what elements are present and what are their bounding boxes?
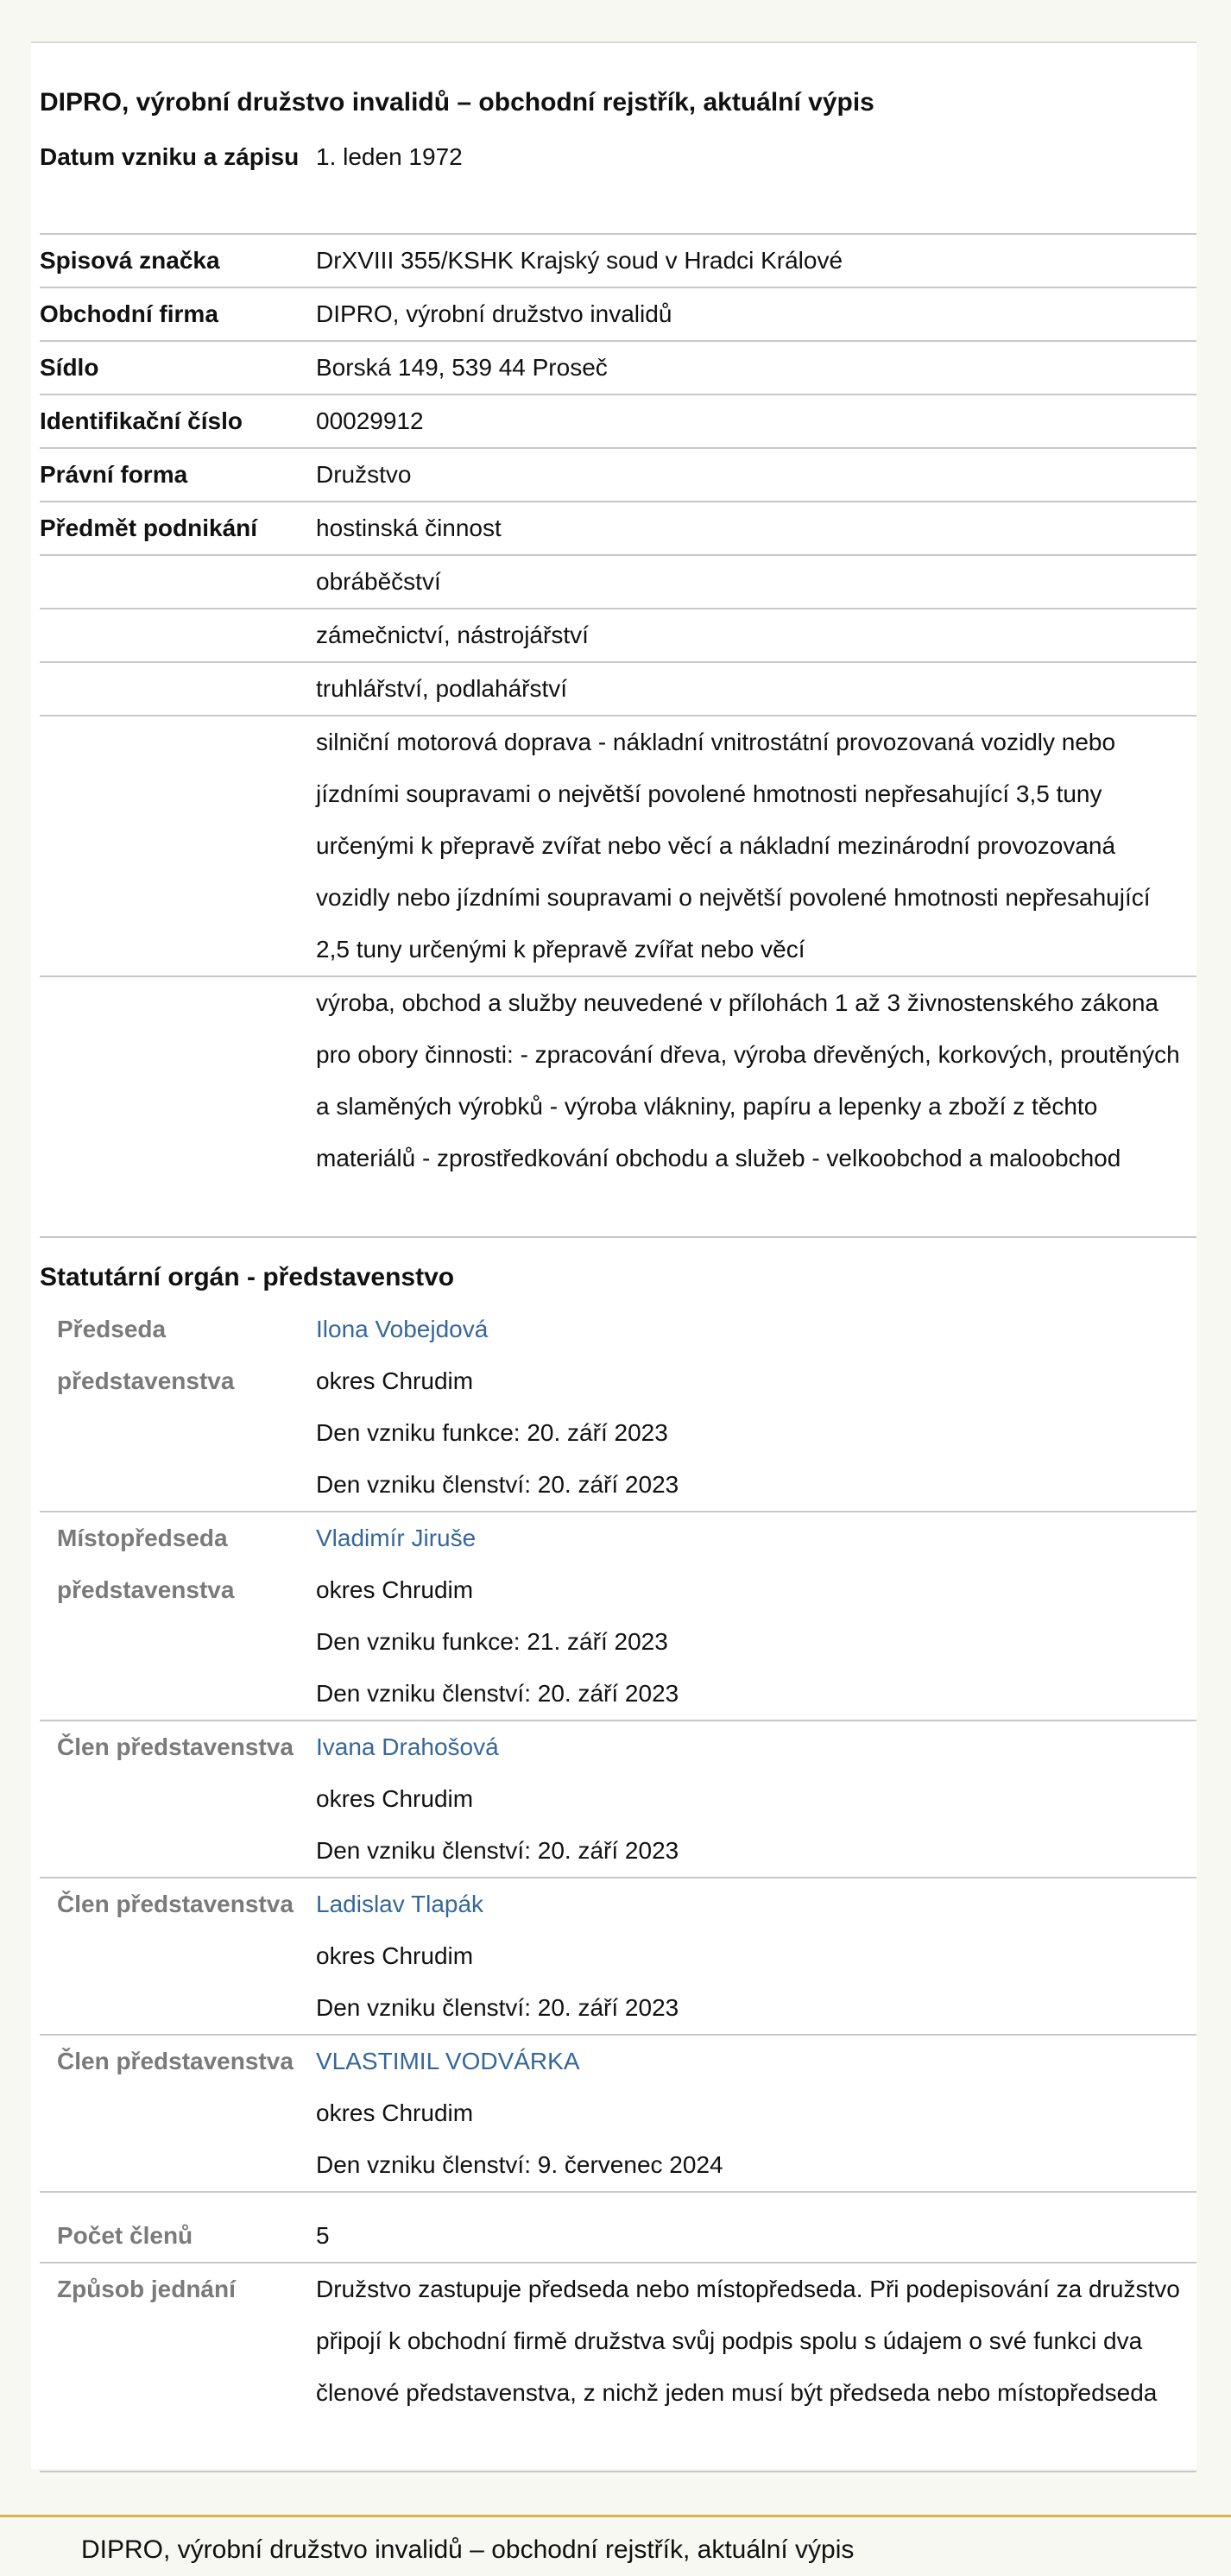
manner-of-acting-row xyxy=(40,2263,1196,2472)
row-label: Právní forma xyxy=(40,461,188,488)
member-role: Člen představenstva xyxy=(57,2048,294,2074)
member-district: okres Chrudim xyxy=(316,1576,474,1603)
member-name-link[interactable]: Ilona Vobejdová xyxy=(316,1316,489,1342)
row-business-activity xyxy=(40,556,1196,609)
row-label: Předmět podnikání xyxy=(40,515,258,541)
member-membership-date: Den vzniku členství: 20. září 2023 xyxy=(316,1680,679,1707)
member-role: Člen představenstva xyxy=(57,1733,294,1760)
member-row xyxy=(40,1878,1196,2036)
row-business-activity xyxy=(40,663,1196,717)
row-value: 00029912 xyxy=(316,407,424,434)
member-district: okres Chrudim xyxy=(316,2099,474,2126)
row-business-activity xyxy=(40,609,1196,663)
row-registered-office xyxy=(40,342,1196,395)
row-date-of-creation xyxy=(40,131,1196,235)
row-business-activity xyxy=(40,717,1196,977)
member-district: okres Chrudim xyxy=(316,1942,474,1969)
member-count-label: Počet členů xyxy=(57,2222,193,2249)
member-name-link[interactable]: Ladislav Tlapák xyxy=(316,1891,484,1917)
member-name-link[interactable]: VLASTIMIL VODVÁRKA xyxy=(316,2048,580,2074)
row-label: Obchodní firma xyxy=(40,300,218,327)
row-business-activity xyxy=(40,977,1196,1238)
member-role: Místopředseda představenstva xyxy=(57,1525,235,1603)
member-role: Člen představenstva xyxy=(57,1891,294,1917)
register-extract-card xyxy=(31,43,1196,2469)
row-legal-form xyxy=(40,449,1196,502)
row-value: výroba, obchod a služby neuvedené v přílohách 1 až 3 živnostenského zákona pro obory činnosti: - zpracování dřeva, výroba dřevěných, korkových, proutěných a slaměných výrobků - výroba vlákniny, papíru a lepenky a zboží z těchto materiálů - zprostředkování obchodu a služeb - velkoobchod a maloobchod xyxy=(316,989,1180,1171)
bottom-title: DIPRO, výrobní družstvo invalidů – obchodní rejstřík, aktuální výpis xyxy=(81,2535,855,2564)
row-business-activity xyxy=(40,502,1196,556)
member-membership-date: Den vzniku členství: 20. září 2023 xyxy=(316,1837,679,1864)
row-business-name xyxy=(40,288,1196,342)
member-membership-date: Den vzniku členství: 9. červenec 2024 xyxy=(316,2151,723,2178)
row-label: Sídlo xyxy=(40,354,99,381)
row-value: hostinská činnost xyxy=(316,515,502,541)
member-function-date: Den vzniku funkce: 21. září 2023 xyxy=(316,1628,668,1655)
row-value: truhlářství, podlahářství xyxy=(316,675,568,702)
row-label: Identifikační číslo xyxy=(40,407,243,434)
member-row-chairman xyxy=(40,1304,1196,1512)
member-row xyxy=(40,2036,1196,2193)
member-row xyxy=(40,1721,1196,1878)
row-value: 1. leden 1972 xyxy=(316,143,463,170)
row-label: Datum vzniku a zápisu xyxy=(40,143,300,170)
manner-of-acting-label: Způsob jednání xyxy=(57,2276,236,2302)
member-district: okres Chrudim xyxy=(316,1785,474,1812)
row-value: zámečnictví, nástrojářství xyxy=(316,622,589,648)
member-membership-date: Den vzniku členství: 20. září 2023 xyxy=(316,1471,679,1498)
basic-info-table xyxy=(40,131,1196,1238)
manner-of-acting-value: Družstvo zastupuje předseda nebo místopředseda. Při podepisování za družstvo připojí k obchodní firmě družstva svůj podpis spolu s údajem o své funkci dva členové představenstva, z nichž jeden musí být předseda nebo místopředseda xyxy=(316,2276,1180,2406)
member-district: okres Chrudim xyxy=(316,1367,474,1394)
member-function-date: Den vzniku funkce: 20. září 2023 xyxy=(316,1419,668,1446)
bottom-title-bar xyxy=(0,2515,1231,2576)
row-label: Spisová značka xyxy=(40,247,220,274)
member-name-link[interactable]: Ivana Drahošová xyxy=(316,1733,499,1760)
page-title: DIPRO, výrobní družstvo invalidů – obchodní rejstřík, aktuální výpis xyxy=(40,88,874,117)
row-value: DrXVIII 355/KSHK Krajský soud v Hradci Králové xyxy=(316,247,843,274)
member-membership-date: Den vzniku členství: 20. září 2023 xyxy=(316,1994,679,2021)
row-value: Borská 149, 539 44 Proseč xyxy=(316,354,608,381)
row-value: Družstvo xyxy=(316,461,412,488)
row-value: obráběčství xyxy=(316,568,441,595)
row-value: DIPRO, výrobní družstvo invalidů xyxy=(316,300,672,327)
member-count-value: 5 xyxy=(316,2222,330,2249)
member-row-vice-chairman xyxy=(40,1512,1196,1721)
member-role: Předseda představenstva xyxy=(57,1316,235,1394)
member-count-row xyxy=(40,2193,1196,2263)
row-value: silniční motorová doprava - nákladní vnitrostátní provozovaná vozidly nebo jízdními soupravami o největší povolené hmotnosti nepřesahující 3,5 tuny určenými k přepravě zvířat nebo věcí a nákladní mezinárodní provozovaná vozidly nebo jízdními soupravami o největší povolené hmotnosti nepřesahující 2,5 tuny určenými k přepravě zvířat nebo věcí xyxy=(316,729,1151,963)
statutory-body-heading: Statutární orgán - představenstvo xyxy=(40,1263,455,1291)
row-identification-number xyxy=(40,395,1196,449)
row-file-number xyxy=(40,235,1196,288)
member-name-link[interactable]: Vladimír Jiruše xyxy=(316,1525,477,1551)
statutory-body-table xyxy=(40,1304,1196,2472)
